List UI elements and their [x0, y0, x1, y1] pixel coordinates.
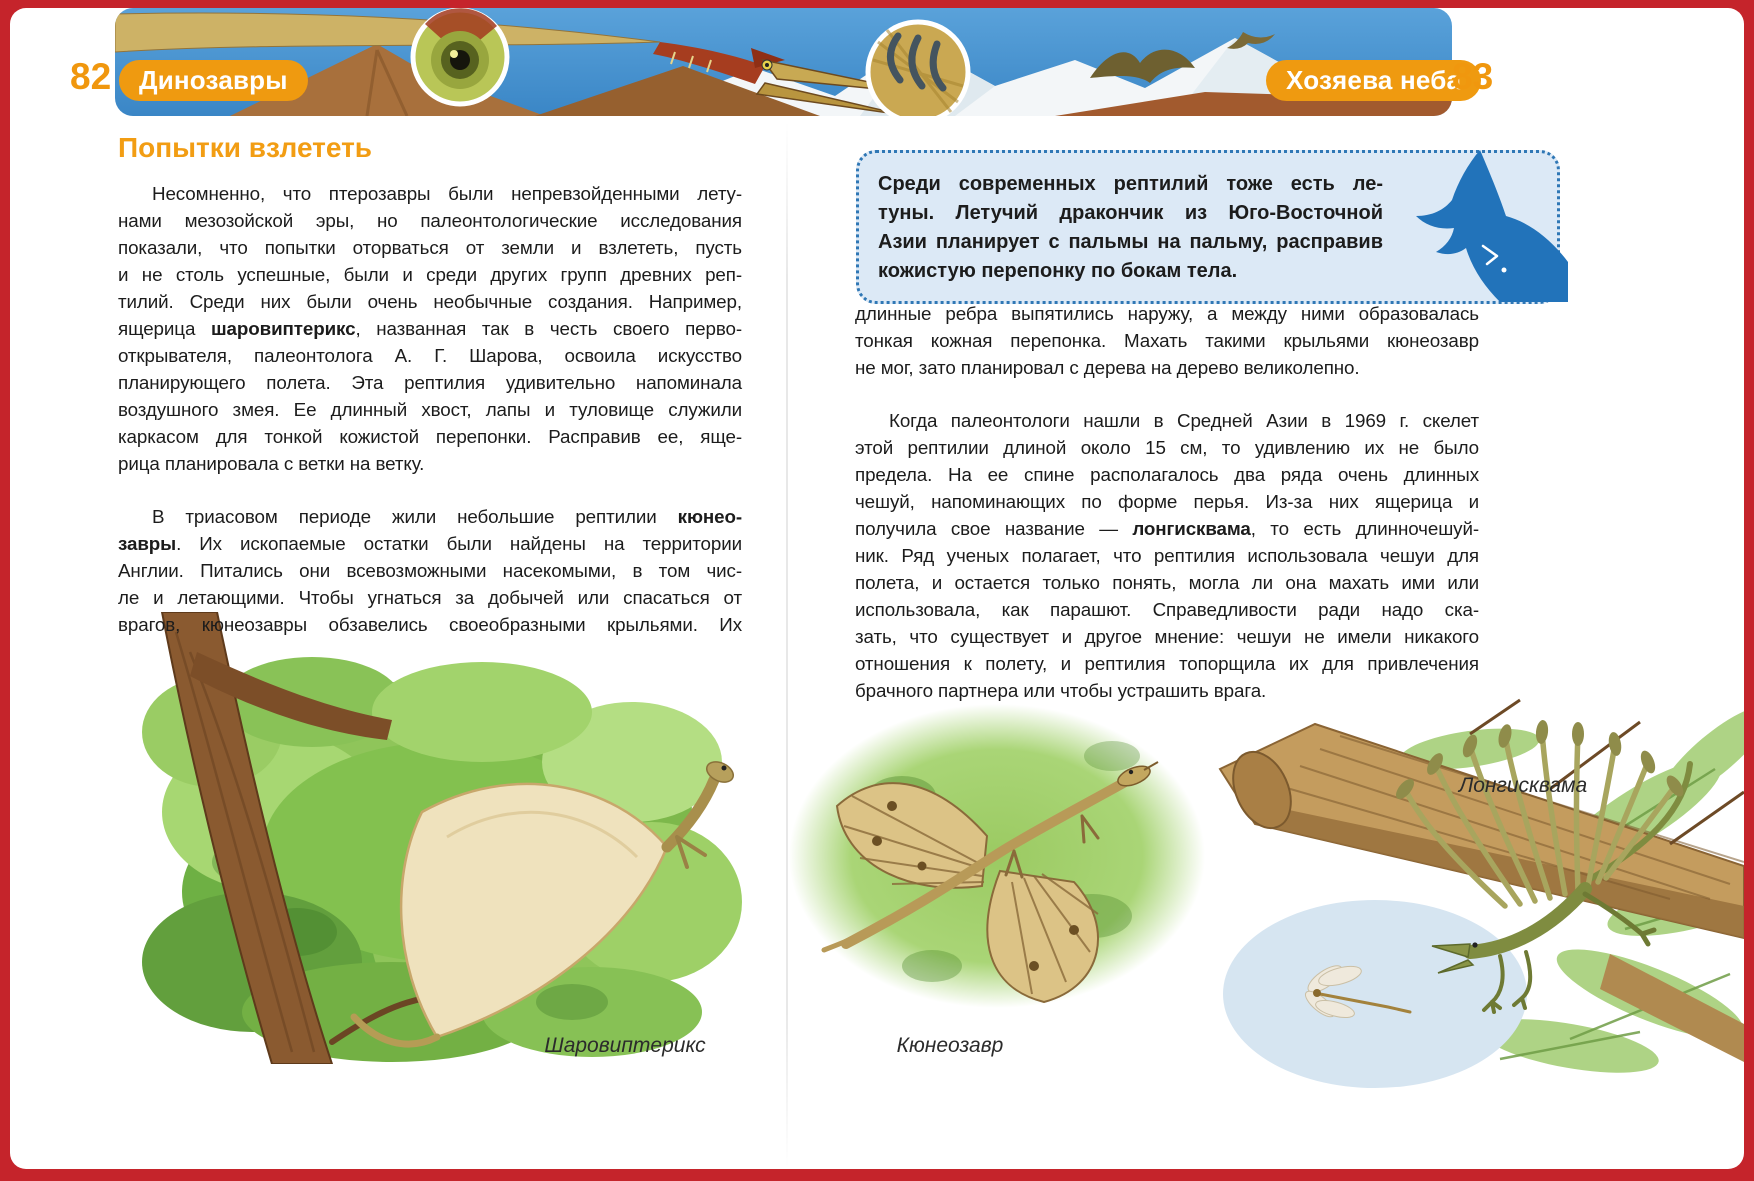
text-line: и не столь успешные, были и среди других групп древних реп-	[118, 264, 742, 285]
text-line: брачного партнера или чтобы устрашить врага.	[855, 680, 1267, 701]
fact-callout-text	[878, 170, 1383, 286]
text-line: В триасовом периоде жили небольшие рептилии кюнео-	[152, 506, 742, 527]
text-line: нами мезозойской эры, но палеонтологические исследования	[118, 210, 742, 231]
sharovipteryx-illustration	[92, 612, 748, 1064]
text-line: длинные ребра выпятились наружу, а между ними образовалась	[855, 303, 1479, 324]
page-seam	[786, 120, 788, 1169]
text-line: врагов, кюнеозавры обзавелись своеобразными крыльями. Их	[118, 614, 742, 635]
left-text-column	[118, 180, 742, 664]
text-line: завры. Их ископаемые остатки были найдены на территории	[118, 533, 742, 554]
text-line: Когда палеонтологи нашли в Средней Азии в 1969 г. скелет	[889, 410, 1479, 431]
text-line: не мог, зато планировал с дерева на дерево великолепно.	[855, 357, 1360, 378]
section-badge-left: Динозавры	[119, 60, 308, 101]
right-text-column	[855, 300, 1479, 730]
text-line: открывателя, палеонтолога А. Г. Шарова, освоила искусство	[118, 345, 742, 366]
page-number-left: 82	[70, 56, 112, 97]
section-heading: Попытки взлететь	[118, 132, 372, 163]
text-line: получила свое название — лонгисквама, то есть длинночешуй-	[855, 518, 1479, 539]
pterosaur-silhouette-icon	[1388, 150, 1568, 302]
text-line: Несомненно, что птерозавры были непревзойденными лету-	[152, 183, 742, 204]
text-line: показали, что попытки оторваться от земли и взлететь, пусть	[118, 237, 742, 258]
text-line: ящерица шаровиптерикс, названная так в честь своего перво-	[118, 318, 742, 339]
eye-inset-icon	[413, 8, 507, 104]
caption-longisquama: Лонгисквама	[1458, 774, 1588, 797]
text-line: туны. Летучий дракончик из Юго-Восточной	[878, 202, 1383, 224]
section-badge-right: Хозяева неба	[1266, 60, 1481, 101]
text-line: предела. На ее спине располагалось два ряда очень длинных	[855, 464, 1479, 485]
longisquama-illustration	[1170, 694, 1744, 1094]
text-line: воздушного змея. Ее длинный хвост, лапы и туловище служили	[118, 399, 742, 420]
caption-kuehneosaurus: Кюнеозавр	[896, 1034, 1004, 1057]
paragraph	[118, 180, 742, 477]
text-line: Англии. Питались они всевозможными насекомыми, в том чис-	[118, 560, 742, 581]
text-line: этой рептилии длиной около 15 см, то удивлению их не было	[855, 437, 1479, 458]
text-line: кожистую перепонку по бокам тела.	[878, 260, 1238, 282]
kuehneosaurus-illustration	[782, 686, 1218, 1026]
text-line: планирующего полета. Эта рептилия удивительно напоминала	[118, 372, 742, 393]
header-banner	[115, 8, 1452, 116]
text-line: тонкая кожная перепонка. Махать такими крыльями кюнеозавр	[855, 330, 1479, 351]
text-line: отношения к полету, и рептилия топорщила их для привлечения	[855, 653, 1479, 674]
text-line: тилий. Среди них были очень необычные создания. Например,	[118, 291, 742, 312]
text-line: Азии планирует с пальмы на пальму, расправив	[878, 231, 1383, 253]
banner-illustration	[115, 8, 1452, 116]
text-line: Среди современных рептилий тоже есть ле-	[878, 173, 1383, 195]
text-line: использовала, как парашют. Справедливости ради надо ска-	[855, 599, 1479, 620]
text-line: зать, что существует и другое мнение: чешуи не имели никакого	[855, 626, 1479, 647]
paragraph	[855, 300, 1479, 381]
claw-inset-icon	[868, 22, 968, 116]
text-line: каркасом для тонкой кожистой перепонки. Расправив ее, яще-	[118, 426, 742, 447]
page-number-right: 83	[1452, 56, 1494, 97]
text-line: чешуй, напоминающих по форме перья. Из-за них ящерица и	[855, 491, 1479, 512]
text-line: ник. Ряд ученых полагает, что рептилия использовала чешуи для	[855, 545, 1479, 566]
text-line: ле и летающими. Чтобы угнаться за добычей или спасаться от	[118, 587, 742, 608]
text-line: рица планировала с ветки на ветку.	[118, 453, 425, 474]
paragraph	[855, 407, 1479, 704]
paragraph	[118, 503, 742, 638]
caption-sharovipteryx: Шаровиптерикс	[544, 1034, 706, 1057]
text-line: полета, и остается только понять, могла ли она махать ими или	[855, 572, 1479, 593]
